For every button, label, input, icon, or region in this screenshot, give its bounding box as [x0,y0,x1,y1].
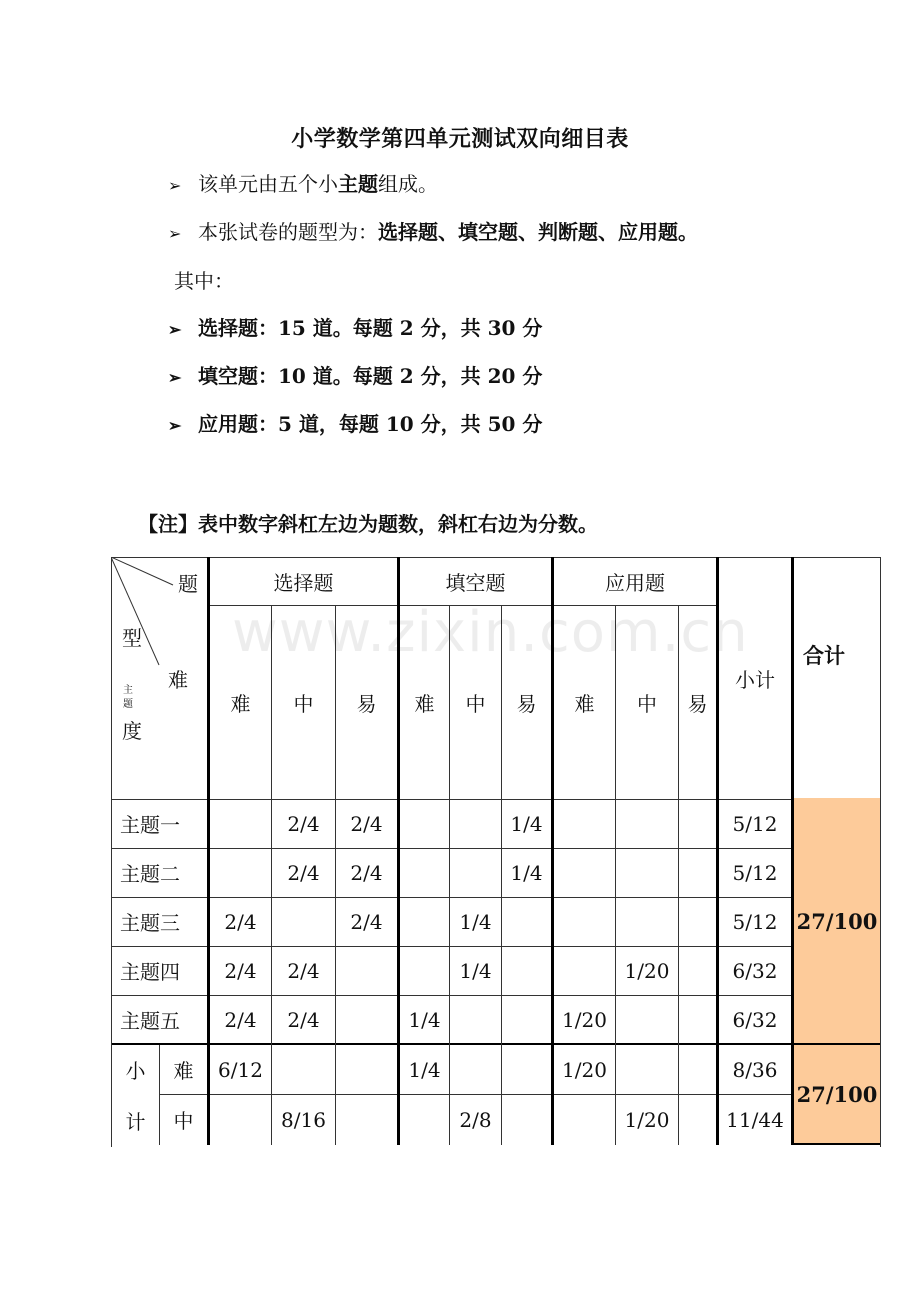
table-cell [450,995,501,1044]
table-cell [679,799,716,848]
table-cell [400,848,449,897]
table-cell [210,848,271,897]
corner-label-zhu: 主 [123,685,133,696]
corner-label-ti: 题 [178,571,198,596]
header-level: 难 [414,691,435,716]
table-cell: 2/4 [350,811,383,836]
page-title: 小学数学第四单元测试双向细目表 [291,126,629,152]
header-total: 合计 [803,643,845,668]
intro-line-1: ➢ 该单元由五个小主题组成。 [168,170,438,200]
summary-cell: 1/4 [408,1057,441,1082]
table-cell: 2/4 [224,958,257,983]
intro-line-3: 其中： [174,269,234,293]
row-label: 主题三 [120,911,180,935]
summary-level-label: 中 [173,1109,194,1133]
summary-cell [272,1045,335,1094]
total-cell-top: 27/100 [796,908,878,934]
table-cell: 2/4 [350,909,383,934]
table-cell: 2/4 [287,1007,320,1032]
table-cell [450,799,501,848]
summary-cell [450,1045,501,1094]
arrow-bullet-icon: ➢ [168,176,182,195]
table-cell: 2/4 [224,909,257,934]
table-cell [554,897,615,946]
watermark: www.zixin.com.cn [232,600,749,665]
header-level: 难 [230,691,251,716]
header-group-choice: 选择题 [273,570,334,595]
header-group-fill: 填空题 [445,570,506,595]
summary-label-ji: 计 [125,1109,146,1134]
corner-label-du: 度 [122,718,142,743]
table-cell [616,897,678,946]
table-cell: 2/4 [350,860,383,885]
summary-cell: 1/20 [624,1107,670,1132]
intro-item-1: ➢ 选择题：15 道。每题 2 分，共 30 分 [168,314,542,344]
summary-cell [554,1095,615,1144]
summary-cell [336,1045,397,1094]
table-cell [554,946,615,995]
row-subtotal: 5/12 [732,811,778,836]
table-cell [679,848,716,897]
row-label: 主题五 [120,1009,180,1033]
header-level: 易 [516,691,537,716]
table-cell [210,799,271,848]
table-cell [336,946,397,995]
corner-label-xing: 型 [122,625,142,650]
table-cell [679,946,716,995]
table-cell: 2/4 [287,958,320,983]
header-level: 中 [465,691,486,716]
table-cell [336,995,397,1044]
summary-cell: 8/16 [281,1107,326,1132]
table-cell: 2/4 [287,811,320,836]
total-cell-bottom: 27/100 [796,1081,878,1107]
table-cell [502,995,551,1044]
table-cell: 1/4 [459,958,492,983]
header-level: 易 [687,691,708,716]
arrow-bullet-icon: ➢ [168,224,182,243]
intro-line-2: ➢ 本张试卷的题型为：选择题、填空题、判断题、应用题。 [168,218,698,248]
row-label: 主题四 [120,960,180,984]
table-cell [679,897,716,946]
table-cell: 2/4 [287,860,320,885]
table-cell [450,848,501,897]
summary-cell [210,1095,271,1144]
row-subtotal: 6/32 [732,958,778,983]
row-subtotal: 6/32 [732,1007,778,1032]
summary-cell [616,1045,678,1094]
table-cell: 1/20 [624,958,670,983]
summary-cell: 6/12 [218,1057,263,1082]
detail-table [111,557,881,1147]
table-cell [400,897,449,946]
table-cell: 2/4 [224,1007,257,1032]
table-cell [400,799,449,848]
intro-item-2: ➢ 填空题：10 道。每题 2 分，共 20 分 [168,362,542,392]
table-cell: 1/20 [562,1007,607,1032]
table-note: 【注】表中数字斜杠左边为题数，斜杠右边为分数。 [138,512,598,536]
row-subtotal: 5/12 [732,909,778,934]
summary-cell [679,1095,716,1144]
table-cell [502,946,551,995]
summary-subtotal: 11/44 [726,1107,784,1132]
table-cell: 1/4 [510,811,543,836]
table-cell [616,848,678,897]
summary-cell: 2/8 [459,1107,492,1132]
corner-label-nan: 难 [168,667,188,692]
arrow-bullet-icon: ➢ [168,368,182,387]
summary-cell [336,1095,397,1144]
header-group-application: 应用题 [605,570,665,595]
table-cell [679,995,716,1044]
summary-level-label: 难 [173,1059,194,1083]
intro-item-3: ➢ 应用题：5 道，每题 10 分，共 50 分 [168,410,542,440]
table-cell [616,995,678,1044]
summary-cell [502,1095,551,1144]
arrow-bullet-icon: ➢ [168,416,182,435]
summary-cell: 1/20 [562,1057,607,1082]
table-cell [554,848,615,897]
summary-cell [679,1045,716,1094]
header-level: 中 [293,691,314,716]
summary-cell [400,1095,449,1144]
arrow-bullet-icon: ➢ [168,320,182,339]
table-cell: 1/4 [408,1007,441,1032]
corner-label-ti-small: 题 [123,699,133,710]
summary-cell [502,1045,551,1094]
header-subtotal: 小计 [735,667,775,692]
row-label: 主题二 [120,862,180,886]
row-label: 主题一 [120,813,180,837]
header-level: 易 [356,691,377,716]
table-cell: 1/4 [510,860,543,885]
summary-label-xiao: 小 [125,1059,146,1083]
row-subtotal: 5/12 [732,860,778,885]
table-cell [616,799,678,848]
table-cell [554,799,615,848]
table-cell [272,897,335,946]
header-level: 中 [637,691,657,716]
summary-subtotal: 8/36 [732,1057,778,1082]
table-cell: 1/4 [459,909,492,934]
table-cell [400,946,449,995]
header-level: 难 [574,691,595,716]
table-cell [502,897,551,946]
